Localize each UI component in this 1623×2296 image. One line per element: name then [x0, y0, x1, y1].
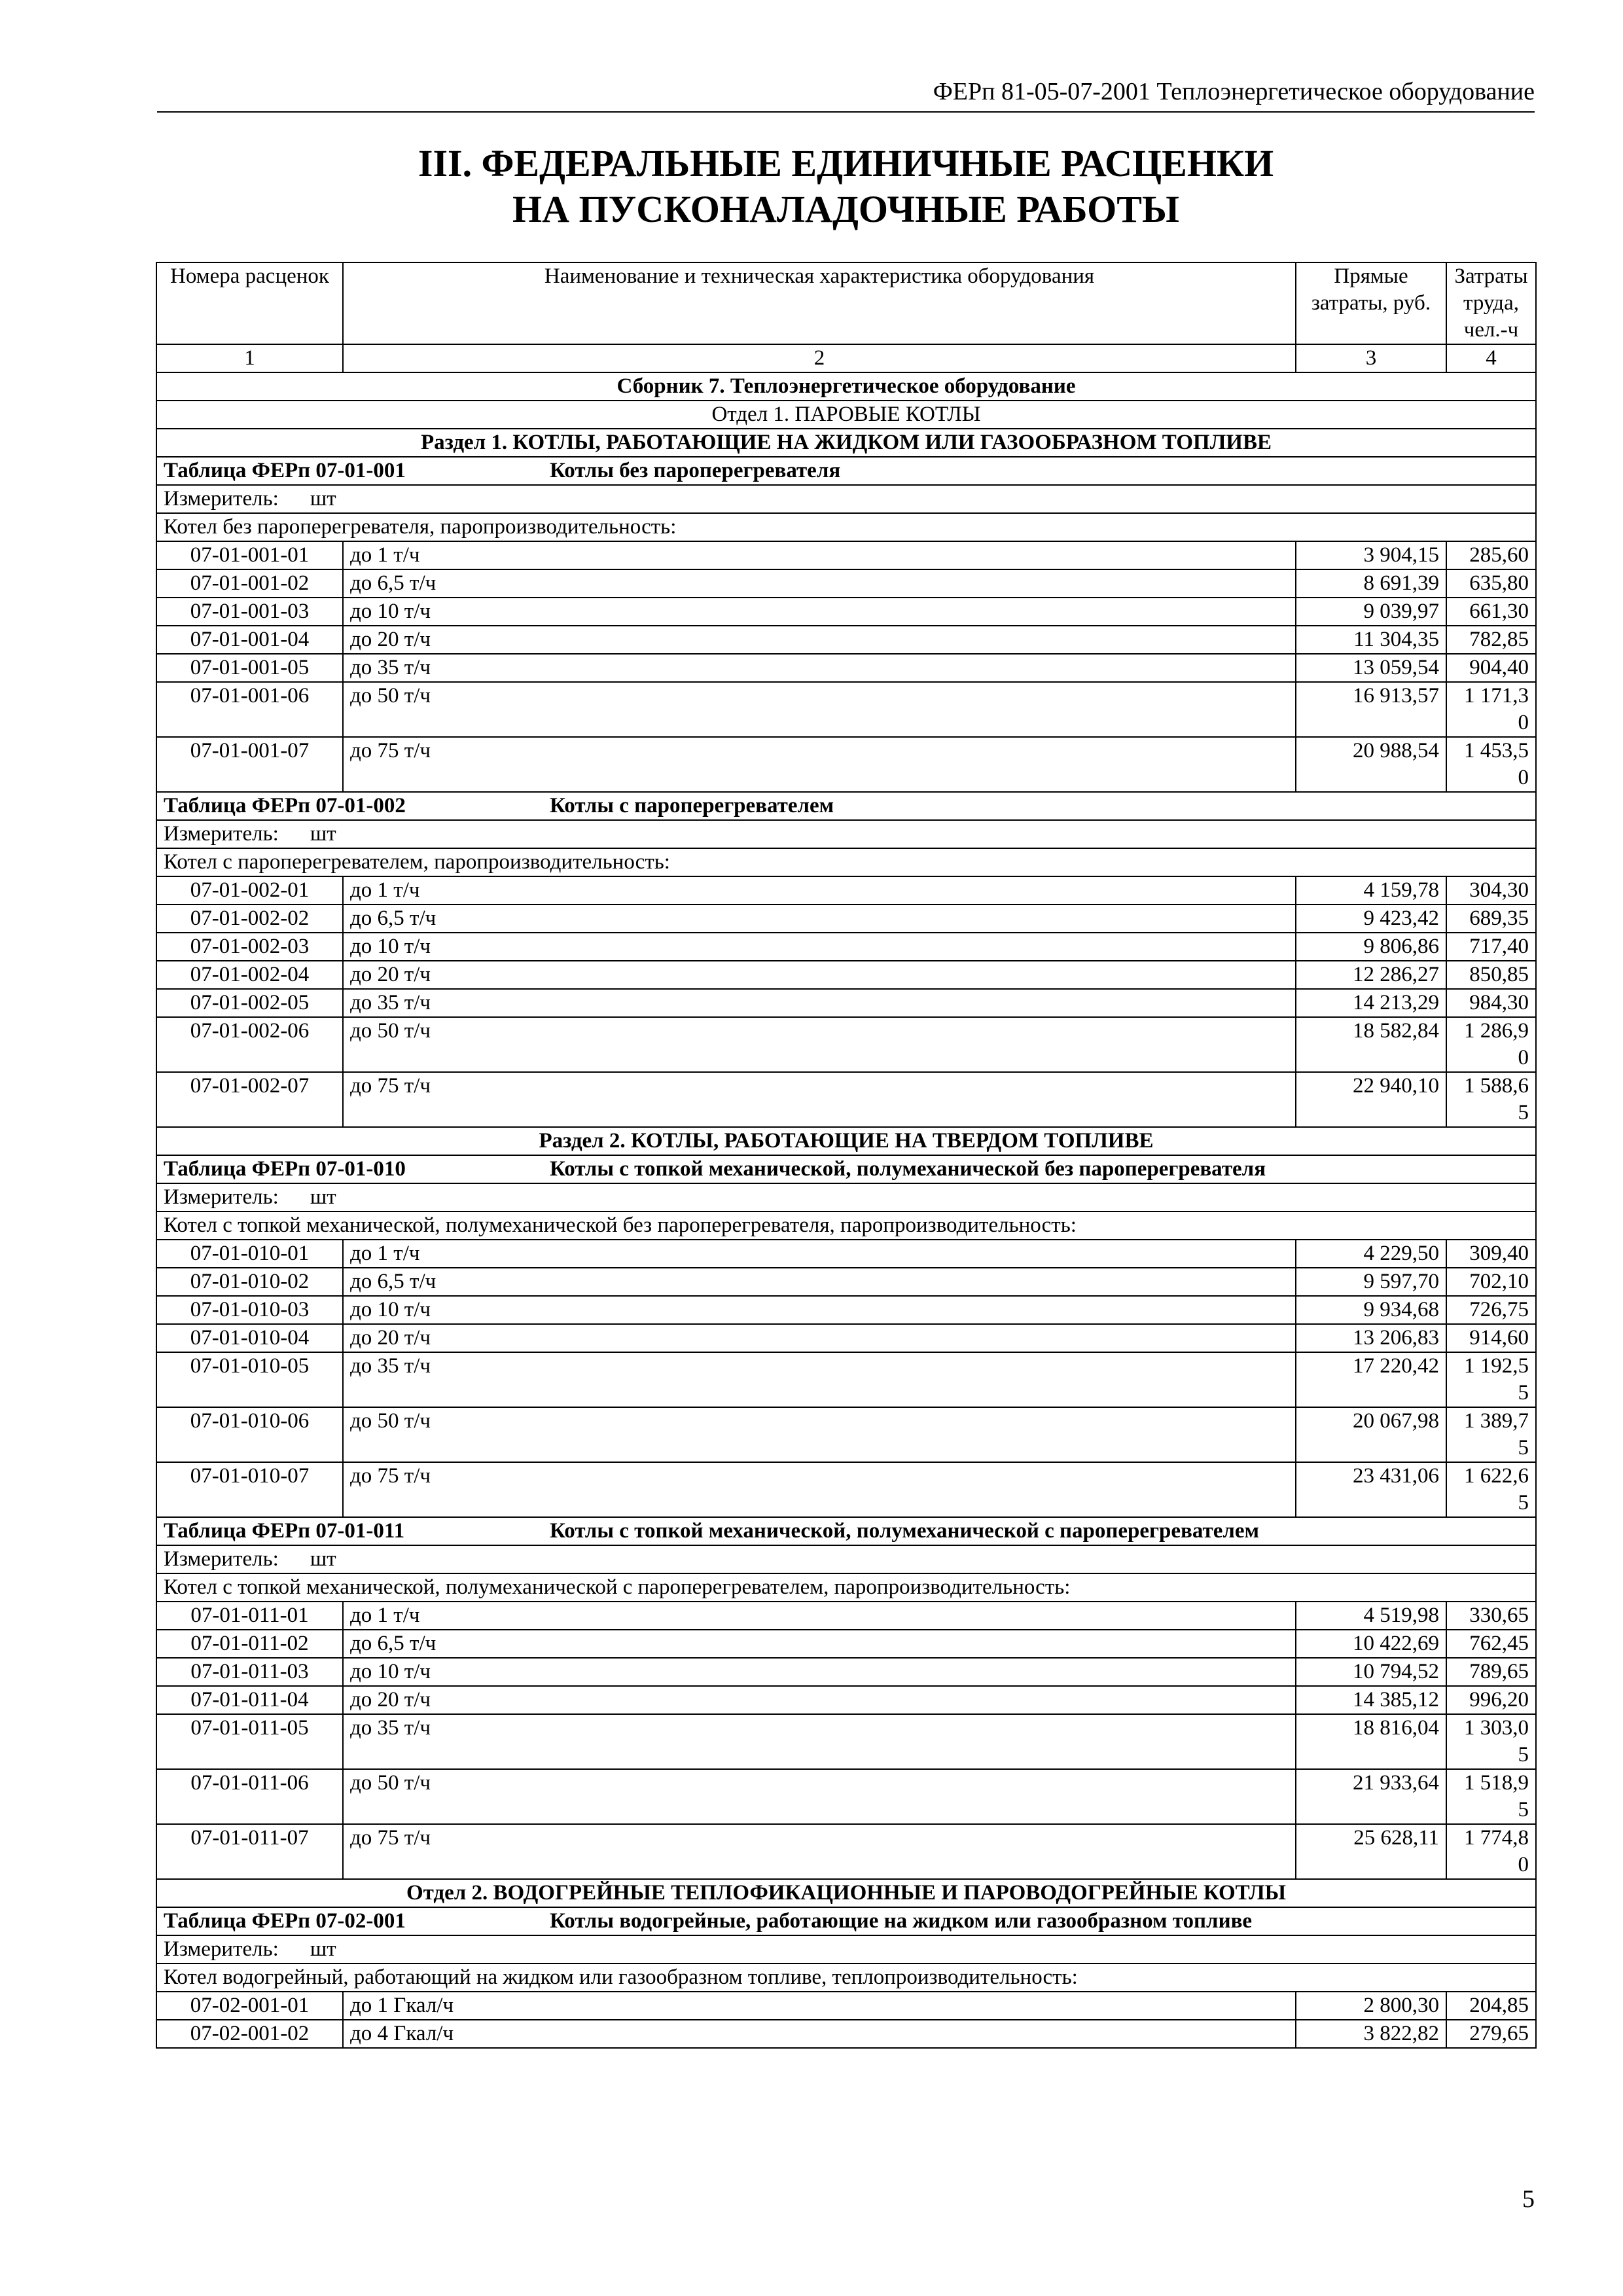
- direct-cost: 9 806,86: [1296, 933, 1446, 961]
- collection-title: Сборник 7. Теплоэнергетическое оборудование: [156, 372, 1536, 401]
- rate-name: до 75 т/ч: [343, 1462, 1296, 1517]
- table-row: [156, 1324, 1536, 1352]
- direct-cost: 13 059,54: [1296, 654, 1446, 682]
- table-row: [156, 1686, 1536, 1714]
- column-header-name: Наименование и техническая характеристика оборудования: [343, 262, 1296, 344]
- running-header: ФЕРп 81-05-07-2001 Теплоэнергетическое оборудование: [157, 77, 1535, 113]
- rate-name: до 20 т/ч: [343, 961, 1296, 989]
- table-intro: Котел с топкой механической, полумеханической без пароперегревателя, паропроизводительность:: [156, 1211, 1536, 1240]
- column-number: 3: [1296, 344, 1446, 372]
- direct-cost: 3 904,15: [1296, 541, 1446, 569]
- table-label: Таблица ФЕРп 07-01-001: [164, 459, 406, 482]
- rate-code: 07-01-011-06: [156, 1769, 343, 1824]
- direct-cost: 13 206,83: [1296, 1324, 1446, 1352]
- labor-cost: 782,85: [1446, 626, 1536, 654]
- labor-cost: 304,30: [1446, 876, 1536, 905]
- labor-cost: 1 453,50: [1446, 737, 1536, 792]
- table-row: [156, 876, 1536, 905]
- direct-cost: 10 794,52: [1296, 1658, 1446, 1686]
- rate-code: 07-01-001-06: [156, 682, 343, 737]
- labor-cost: 984,30: [1446, 989, 1536, 1017]
- direct-cost: 14 213,29: [1296, 989, 1446, 1017]
- direct-cost: 17 220,42: [1296, 1352, 1446, 1407]
- direct-cost: 9 597,70: [1296, 1268, 1446, 1296]
- direct-cost: 2 800,30: [1296, 1992, 1446, 2020]
- table-label: Таблица ФЕРп 07-01-010: [164, 1157, 406, 1181]
- labor-cost: 309,40: [1446, 1240, 1536, 1268]
- labor-cost: 635,80: [1446, 569, 1536, 598]
- labor-cost: 717,40: [1446, 933, 1536, 961]
- rate-name: до 75 т/ч: [343, 1824, 1296, 1879]
- table-label: Таблица ФЕРп 07-01-011: [164, 1519, 405, 1543]
- table-row: [156, 541, 1536, 569]
- measure: [156, 485, 1536, 513]
- measure-label: Измеритель:: [164, 1185, 279, 1209]
- rate-name: до 20 т/ч: [343, 1324, 1296, 1352]
- rate-name: до 35 т/ч: [343, 989, 1296, 1017]
- rate-name: до 6,5 т/ч: [343, 905, 1296, 933]
- measure-label: Измеритель:: [164, 1547, 279, 1571]
- measure-label: Измеритель:: [164, 487, 279, 511]
- rate-name: до 50 т/ч: [343, 1407, 1296, 1462]
- rate-code: 07-01-002-07: [156, 1072, 343, 1127]
- table-row: [156, 569, 1536, 598]
- intro-row: [156, 1573, 1536, 1602]
- table-heading: [156, 1517, 1536, 1545]
- labor-cost: 1 192,55: [1446, 1352, 1536, 1407]
- department-title: Отдел 2. ВОДОГРЕЙНЫЕ ТЕПЛОФИКАЦИОННЫЕ И ПАРОВОДОГРЕЙНЫЕ КОТЛЫ: [156, 1879, 1536, 1907]
- table-row: [156, 1407, 1536, 1462]
- direct-cost: 20 988,54: [1296, 737, 1446, 792]
- labor-cost: 1 774,80: [1446, 1824, 1536, 1879]
- direct-cost: 14 385,12: [1296, 1686, 1446, 1714]
- page-title-line2: НА ПУСКОНАЛАДОЧНЫЕ РАБОТЫ: [512, 188, 1179, 230]
- page-title-line1: III. ФЕДЕРАЛЬНЫЕ ЕДИНИЧНЫЕ РАСЦЕНКИ: [418, 142, 1274, 185]
- table-heading: [156, 1155, 1536, 1183]
- rate-code: 07-01-002-06: [156, 1017, 343, 1072]
- rate-name: до 35 т/ч: [343, 1714, 1296, 1769]
- measure: [156, 1183, 1536, 1211]
- measure-row: [156, 1935, 1536, 1964]
- rate-name: до 1 Гкал/ч: [343, 1992, 1296, 2020]
- table-row: [156, 1714, 1536, 1769]
- labor-cost: 1 588,65: [1446, 1072, 1536, 1127]
- rate-name: до 6,5 т/ч: [343, 1630, 1296, 1658]
- rate-code: 07-01-011-01: [156, 1602, 343, 1630]
- measure: [156, 820, 1536, 848]
- rate-name: до 10 т/ч: [343, 1296, 1296, 1324]
- direct-cost: 22 940,10: [1296, 1072, 1446, 1127]
- measure-unit: шт: [310, 487, 336, 511]
- rate-code: 07-01-002-02: [156, 905, 343, 933]
- table-row: [156, 1268, 1536, 1296]
- rate-code: 07-01-011-04: [156, 1686, 343, 1714]
- rate-code: 07-01-002-03: [156, 933, 343, 961]
- table-heading-row: [156, 1517, 1536, 1545]
- table-row: [156, 989, 1536, 1017]
- table-row: [156, 1824, 1536, 1879]
- table-row: [156, 1630, 1536, 1658]
- rate-code: 07-01-010-05: [156, 1352, 343, 1407]
- rate-name: до 1 т/ч: [343, 1602, 1296, 1630]
- page-number: 5: [1522, 2185, 1535, 2213]
- rates-table: [156, 262, 1537, 2049]
- labor-cost: 285,60: [1446, 541, 1536, 569]
- rate-code: 07-01-011-02: [156, 1630, 343, 1658]
- table-row: [156, 905, 1536, 933]
- direct-cost: 4 159,78: [1296, 876, 1446, 905]
- direct-cost: 12 286,27: [1296, 961, 1446, 989]
- rate-name: до 35 т/ч: [343, 1352, 1296, 1407]
- labor-cost: 689,35: [1446, 905, 1536, 933]
- labor-cost: 702,10: [1446, 1268, 1536, 1296]
- direct-cost: 23 431,06: [1296, 1462, 1446, 1517]
- labor-cost: 726,75: [1446, 1296, 1536, 1324]
- rate-name: до 50 т/ч: [343, 1017, 1296, 1072]
- measure: [156, 1545, 1536, 1573]
- table-heading: [156, 792, 1536, 820]
- rate-code: 07-01-010-01: [156, 1240, 343, 1268]
- table-intro: Котел водогрейный, работающий на жидком или газообразном топливе, теплопроизводительность:: [156, 1964, 1536, 1992]
- column-number: 4: [1446, 344, 1536, 372]
- measure: [156, 1935, 1536, 1964]
- table-heading-row: [156, 1155, 1536, 1183]
- department-row: [156, 1879, 1536, 1907]
- rate-code: 07-01-010-07: [156, 1462, 343, 1517]
- table-title: Котлы с топкой механической, полумеханической с пароперегревателем: [550, 1519, 1259, 1543]
- table-label: Таблица ФЕРп 07-02-001: [164, 1909, 406, 1933]
- table-title: Котлы с пароперегревателем: [550, 794, 834, 817]
- rate-name: до 10 т/ч: [343, 933, 1296, 961]
- table-heading-row: [156, 792, 1536, 820]
- direct-cost: 9 039,97: [1296, 598, 1446, 626]
- collection-row: [156, 372, 1536, 401]
- table-heading-row: [156, 457, 1536, 485]
- table-intro: Котел с топкой механической, полумеханической с пароперегревателем, паропроизводительность:: [156, 1573, 1536, 1602]
- rate-code: 07-01-002-01: [156, 876, 343, 905]
- table-title: Котлы без пароперегревателя: [550, 459, 841, 482]
- measure-row: [156, 1545, 1536, 1573]
- rate-code: 07-01-001-03: [156, 598, 343, 626]
- measure-unit: шт: [310, 1547, 336, 1571]
- table-row: [156, 1240, 1536, 1268]
- table-row: [156, 1017, 1536, 1072]
- rate-code: 07-01-010-02: [156, 1268, 343, 1296]
- labor-cost: 330,65: [1446, 1602, 1536, 1630]
- measure-label: Измеритель:: [164, 822, 279, 846]
- table-row: [156, 1296, 1536, 1324]
- labor-cost: 661,30: [1446, 598, 1536, 626]
- rate-code: 07-01-001-07: [156, 737, 343, 792]
- rate-name: до 1 т/ч: [343, 541, 1296, 569]
- labor-cost: 1 286,90: [1446, 1017, 1536, 1072]
- table-row: [156, 1658, 1536, 1686]
- direct-cost: 9 934,68: [1296, 1296, 1446, 1324]
- labor-cost: 1 303,05: [1446, 1714, 1536, 1769]
- table-row: [156, 1769, 1536, 1824]
- table-row: [156, 1072, 1536, 1127]
- rate-name: до 75 т/ч: [343, 737, 1296, 792]
- measure-unit: шт: [310, 1185, 336, 1209]
- labor-cost: 914,60: [1446, 1324, 1536, 1352]
- rate-name: до 1 т/ч: [343, 1240, 1296, 1268]
- rate-name: до 50 т/ч: [343, 682, 1296, 737]
- measure-row: [156, 1183, 1536, 1211]
- department-title: Отдел 1. ПАРОВЫЕ КОТЛЫ: [156, 401, 1536, 429]
- column-header-codes: Номера расценок: [156, 262, 343, 344]
- direct-cost: 11 304,35: [1296, 626, 1446, 654]
- rate-code: 07-01-001-05: [156, 654, 343, 682]
- table-heading-row: [156, 1907, 1536, 1935]
- section-title: Раздел 1. КОТЛЫ, РАБОТАЮЩИЕ НА ЖИДКОМ ИЛИ ГАЗООБРАЗНОМ ТОПЛИВЕ: [156, 429, 1536, 457]
- rate-code: 07-01-010-03: [156, 1296, 343, 1324]
- table-title: Котлы водогрейные, работающие на жидком или газообразном топливе: [550, 1909, 1253, 1933]
- labor-cost: 762,45: [1446, 1630, 1536, 1658]
- rate-code: 07-01-002-04: [156, 961, 343, 989]
- direct-cost: 8 691,39: [1296, 569, 1446, 598]
- table-heading: [156, 1907, 1536, 1935]
- measure-unit: шт: [310, 822, 336, 846]
- rate-code: 07-01-011-03: [156, 1658, 343, 1686]
- rate-name: до 1 т/ч: [343, 876, 1296, 905]
- direct-cost: 21 933,64: [1296, 1769, 1446, 1824]
- measure-row: [156, 820, 1536, 848]
- page-title: [157, 141, 1535, 232]
- table-intro: Котел с пароперегревателем, паропроизводительность:: [156, 848, 1536, 876]
- rate-code: 07-01-010-04: [156, 1324, 343, 1352]
- labor-cost: 850,85: [1446, 961, 1536, 989]
- rate-code: 07-01-011-07: [156, 1824, 343, 1879]
- intro-row: [156, 513, 1536, 541]
- table-row: [156, 654, 1536, 682]
- labor-cost: 1 518,95: [1446, 1769, 1536, 1824]
- table-row: [156, 1992, 1536, 2020]
- labor-cost: 204,85: [1446, 1992, 1536, 2020]
- column-header-labor: Затраты труда, чел.-ч: [1446, 262, 1536, 344]
- rate-name: до 50 т/ч: [343, 1769, 1296, 1824]
- column-header-cost: Прямые затраты, руб.: [1296, 262, 1446, 344]
- rate-name: до 75 т/ч: [343, 1072, 1296, 1127]
- intro-row: [156, 1964, 1536, 1992]
- intro-row: [156, 1211, 1536, 1240]
- table-row: [156, 961, 1536, 989]
- rate-code: 07-01-010-06: [156, 1407, 343, 1462]
- direct-cost: 4 519,98: [1296, 1602, 1446, 1630]
- table-row: [156, 1602, 1536, 1630]
- labor-cost: 904,40: [1446, 654, 1536, 682]
- table-row: [156, 933, 1536, 961]
- rate-name: до 10 т/ч: [343, 598, 1296, 626]
- labor-cost: 279,65: [1446, 2020, 1536, 2048]
- labor-cost: 1 622,65: [1446, 1462, 1536, 1517]
- column-header-row: [156, 262, 1536, 344]
- labor-cost: 1 171,30: [1446, 682, 1536, 737]
- rate-code: 07-01-001-01: [156, 541, 343, 569]
- direct-cost: 10 422,69: [1296, 1630, 1446, 1658]
- table-title: Котлы с топкой механической, полумеханической без пароперегревателя: [550, 1157, 1266, 1181]
- table-row: [156, 598, 1536, 626]
- direct-cost: 20 067,98: [1296, 1407, 1446, 1462]
- table-intro: Котел без пароперегревателя, паропроизводительность:: [156, 513, 1536, 541]
- intro-row: [156, 848, 1536, 876]
- direct-cost: 18 816,04: [1296, 1714, 1446, 1769]
- direct-cost: 16 913,57: [1296, 682, 1446, 737]
- measure-label: Измеритель:: [164, 1937, 279, 1961]
- rate-code: 07-01-001-04: [156, 626, 343, 654]
- table-row: [156, 1462, 1536, 1517]
- column-number: 2: [343, 344, 1296, 372]
- table-row: [156, 1352, 1536, 1407]
- section-title: Раздел 2. КОТЛЫ, РАБОТАЮЩИЕ НА ТВЕРДОМ ТОПЛИВЕ: [156, 1127, 1536, 1155]
- rate-code: 07-01-011-05: [156, 1714, 343, 1769]
- section-row: [156, 1127, 1536, 1155]
- rate-name: до 6,5 т/ч: [343, 1268, 1296, 1296]
- rate-name: до 20 т/ч: [343, 1686, 1296, 1714]
- table-row: [156, 626, 1536, 654]
- direct-cost: 4 229,50: [1296, 1240, 1446, 1268]
- table-row: [156, 682, 1536, 737]
- direct-cost: 9 423,42: [1296, 905, 1446, 933]
- labor-cost: 1 389,75: [1446, 1407, 1536, 1462]
- column-number: 1: [156, 344, 343, 372]
- rate-name: до 20 т/ч: [343, 626, 1296, 654]
- direct-cost: 25 628,11: [1296, 1824, 1446, 1879]
- labor-cost: 789,65: [1446, 1658, 1536, 1686]
- table-row: [156, 737, 1536, 792]
- department-row: [156, 401, 1536, 429]
- labor-cost: 996,20: [1446, 1686, 1536, 1714]
- measure-row: [156, 485, 1536, 513]
- direct-cost: 18 582,84: [1296, 1017, 1446, 1072]
- section-row: [156, 429, 1536, 457]
- rate-code: 07-01-002-05: [156, 989, 343, 1017]
- rate-name: до 4 Гкал/ч: [343, 2020, 1296, 2048]
- rate-name: до 35 т/ч: [343, 654, 1296, 682]
- table-row: [156, 2020, 1536, 2048]
- table-label: Таблица ФЕРп 07-01-002: [164, 794, 406, 817]
- column-number-row: [156, 344, 1536, 372]
- measure-unit: шт: [310, 1937, 336, 1961]
- rate-code: 07-02-001-01: [156, 1992, 343, 2020]
- table-heading: [156, 457, 1536, 485]
- rate-code: 07-02-001-02: [156, 2020, 343, 2048]
- direct-cost: 3 822,82: [1296, 2020, 1446, 2048]
- rate-name: до 6,5 т/ч: [343, 569, 1296, 598]
- rate-code: 07-01-001-02: [156, 569, 343, 598]
- rate-name: до 10 т/ч: [343, 1658, 1296, 1686]
